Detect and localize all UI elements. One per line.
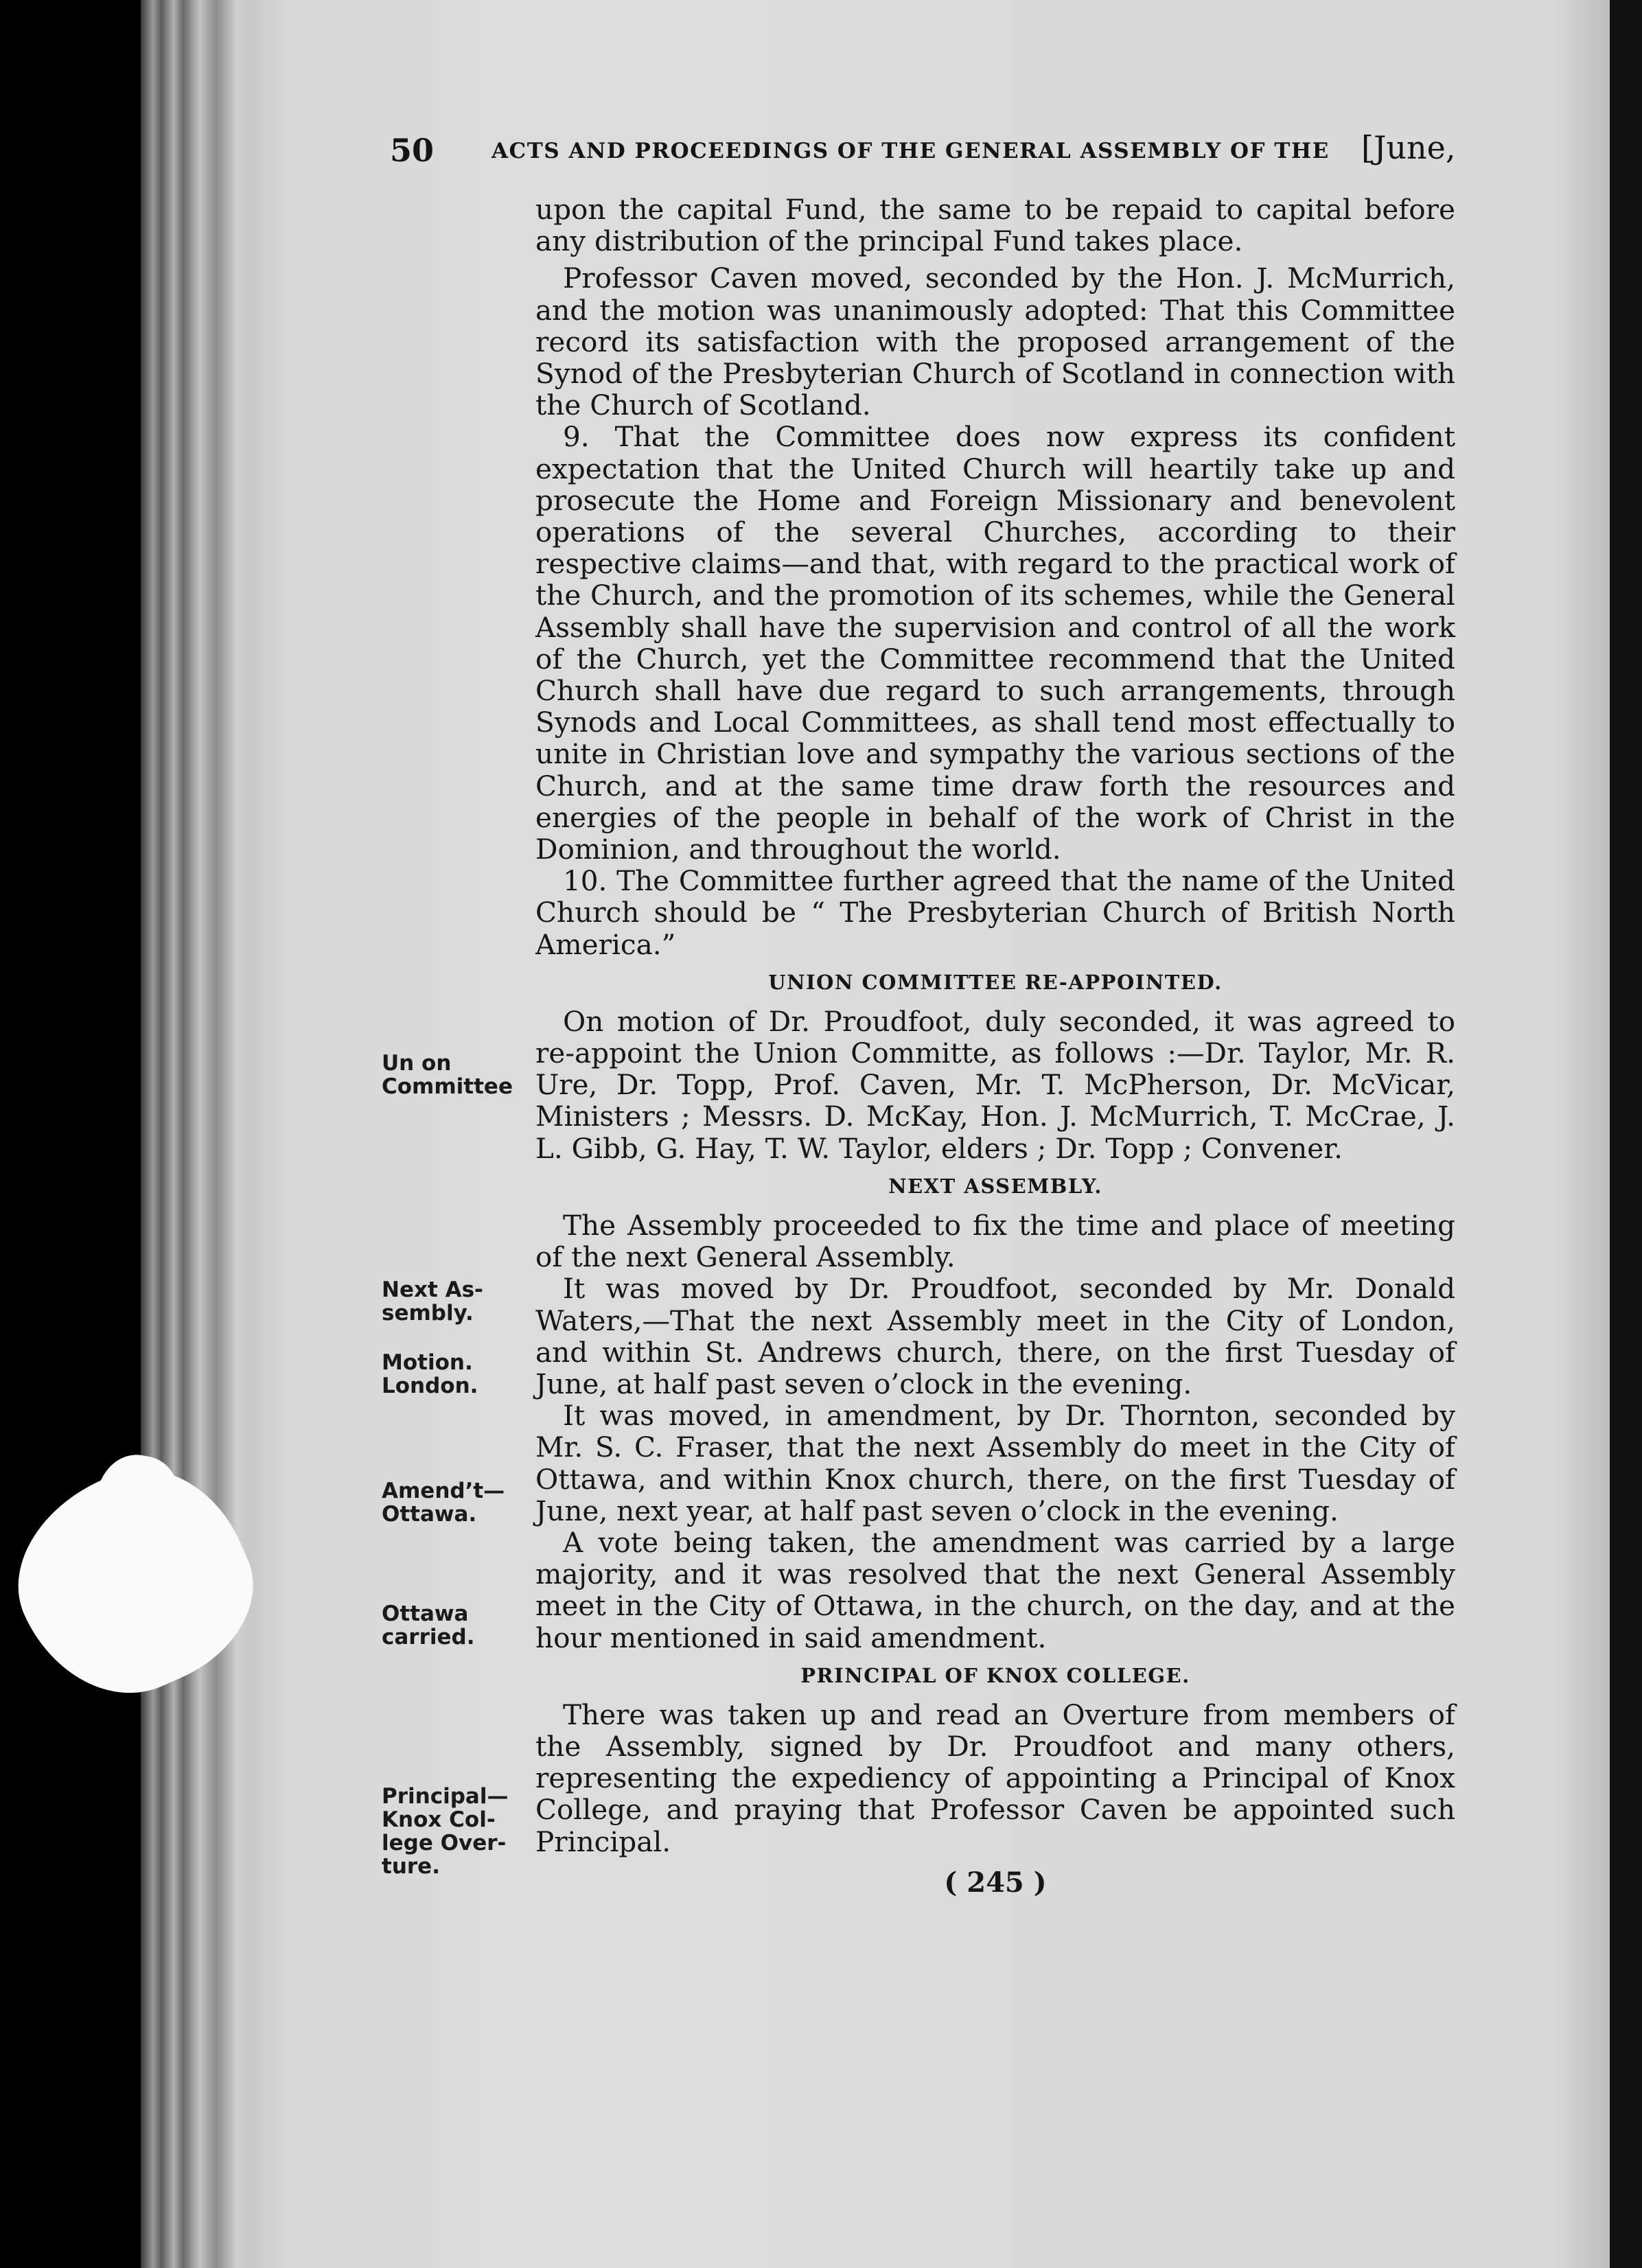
running-month: [June, <box>1361 129 1456 166</box>
folio-number: ( 245 ) <box>944 1866 1047 1899</box>
margin-note-line: London. <box>382 1374 478 1398</box>
running-header <box>390 129 1456 173</box>
margin-note-motion <box>382 1351 526 1398</box>
book-gutter-edge <box>141 0 254 2268</box>
margin-note-next <box>382 1278 526 1325</box>
paragraph-union-committee: On motion of Dr. Proudfoot, duly seconded, it was agreed to re-appoint the Union Committe, as follows :—Dr. Taylor, Mr. R. Ure, Dr. Topp, Prof. Caven, Mr. T. McPherson, Dr. McVicar, Ministers ; Messrs. D. McKay, Hon. J. McMurrich, T. McCrae, J. L. Gibb, G. Hay, T. W. Taylor, elders ; Dr. Topp ; Convener. <box>535 1004 1455 1165</box>
paragraph-amendment-ottawa: It was moved, in amendment, by Dr. Thornton, seconded by Mr. S. C. Fraser, that the next Assembly do meet in the City of Ottawa, and within Knox church, there, on the first Tuesday of June, next year, at half past seven o’clock in the evening. <box>535 1399 1455 1527</box>
margin-note-line: sembly. <box>382 1301 474 1326</box>
paragraph-next-assembly: The Assembly proceeded to fix the time and place of meeting of the next General Assembly. <box>535 1208 1455 1274</box>
margin-note-line: lege Over- <box>382 1831 507 1855</box>
heading-principal-knox: PRINCIPAL OF KNOX COLLEGE. <box>800 1663 1190 1687</box>
margin-note-line: Ottawa <box>382 1601 469 1626</box>
margin-note-principal <box>382 1785 526 1878</box>
margin-note-line: ture. <box>382 1854 440 1879</box>
paragraph-principal-overture: There was taken up and read an Overture from members of the Assembly, signed by Dr. Proudfoot and many others, representing the expediency of appointing a Principal of Knox College, and praying that Professor Caven be appointed such Principal. <box>535 1698 1455 1858</box>
margin-note-ottawa <box>382 1602 526 1649</box>
margin-note-line: Principal— <box>382 1784 509 1809</box>
margin-note-amendment <box>382 1479 526 1526</box>
paragraph-capital-fund: upon the capital Fund, the same to be repaid to capital before any distribution of the principal Fund takes place. <box>535 193 1455 258</box>
paragraph-item-10: 10. The Committee further agreed that the name of the United Church should be “ The Presbyterian Church of British North America.” <box>535 864 1455 961</box>
margin-note-line: Amend’t— <box>382 1479 505 1503</box>
paragraph-item-9: 9. That the Committee does now express its confident expectation that the United Church will heartily take up and prosecute the Home and Foreign Missionary and benevolent operations of the several Churches, according to their respective claims—and that, with regard to the practical work of the Church, and the promotion of its schemes, while the General Assembly shall have the supervision and control of all the work of the Church, yet the Committee recommend that the United Church shall have due regard to such arrangements, through Synods and Local Committees, as shall tend most effectually to unite in Christian love and sympathy the various sections of the Church, and at the same time draw forth the resources and energies of the people in behalf of the work of Christ in the Dominion, and throughout the world. <box>535 420 1455 866</box>
right-border <box>1610 0 1642 2268</box>
main-text-column <box>535 194 1455 1899</box>
margin-note-union <box>382 1052 526 1098</box>
margin-note-line: Ottawa. <box>382 1502 477 1527</box>
heading-next-assembly: NEXT ASSEMBLY. <box>888 1174 1102 1198</box>
page-number: 50 <box>390 132 435 169</box>
paragraph-ottawa-carried: A vote being taken, the amendment was carried by a large majority, and it was resolved that the next General Assembly meet in the City of Ottawa, in the church, on the day, and at the hour mentioned in said amendment. <box>535 1525 1455 1654</box>
paragraph-motion-london: It was moved by Dr. Proudfoot, seconded by Mr. Donald Waters,—That the next Assembly meet in the City of London, and within St. Andrews church, there, on the first Tuesday of June, at half past seven o’clock in the evening. <box>535 1272 1455 1400</box>
margin-note-line: carried. <box>382 1625 475 1650</box>
margin-note-line: Un on <box>382 1051 452 1076</box>
running-title: ACTS AND PROCEEDINGS OF THE GENERAL ASSEMBLY OF THE <box>492 139 1330 163</box>
paragraph-caven-motion: Professor Caven moved, seconded by the Hon. J. McMurrich, and the motion was unanimously adopted: That this Committee record its satisfaction with the proposed arrangement of the Synod of the Presbyterian Church of Scotland in connection with the Church of Scotland. <box>535 262 1455 422</box>
heading-union-committee: UNION COMMITTEE RE-APPOINTED. <box>768 970 1223 994</box>
margin-note-line: Next As- <box>382 1277 483 1302</box>
margin-note-line: Knox Col- <box>382 1807 496 1832</box>
margin-note-line: Committee <box>382 1074 513 1099</box>
margin-note-line: Motion. <box>382 1350 473 1375</box>
